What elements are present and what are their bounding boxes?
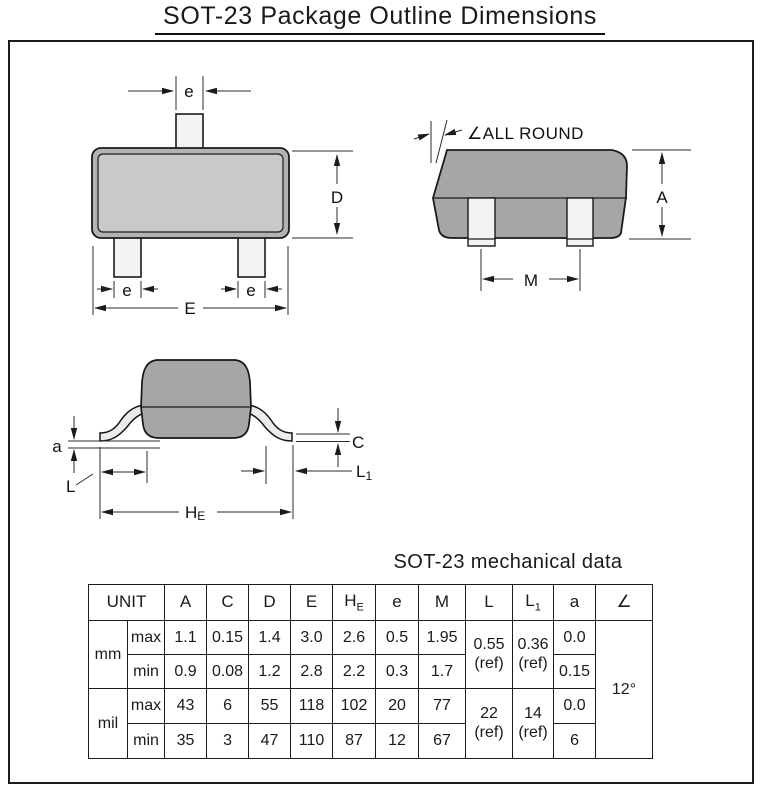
cell-mm-min-C: 0.08	[207, 655, 249, 689]
cell-mm-L1: 0.36 (ref)	[513, 621, 554, 689]
cell-mm-max-E: 3.0	[291, 621, 333, 655]
col-header-C: C	[207, 585, 249, 621]
cell-mm-min-D: 1.2	[249, 655, 291, 689]
row-mil-min	[89, 724, 653, 759]
dim-label-e-top: e	[184, 82, 194, 101]
unit-mm: mm	[89, 621, 128, 689]
dim-label-M: M	[523, 271, 539, 290]
col-header-L: L	[466, 585, 513, 621]
cell-mm-min-e: 0.3	[376, 655, 419, 689]
perspective-view	[433, 150, 627, 246]
cell-mil-max-C: 6	[207, 689, 249, 724]
section-body	[141, 360, 251, 438]
mm-min-label: min	[128, 655, 165, 689]
cell-mil-min-a: 6	[554, 724, 596, 759]
row-mm-min	[89, 655, 653, 689]
col-header-E: E	[291, 585, 333, 621]
mechanical-data-table	[88, 584, 653, 759]
dim-label-e-right: e	[246, 281, 256, 300]
cell-mil-min-C: 3	[207, 724, 249, 759]
mm-max-label: max	[128, 621, 165, 655]
cell-mil-min-D: 47	[249, 724, 291, 759]
dim-label-A: A	[656, 188, 668, 207]
dim-label-E: E	[184, 299, 196, 318]
header-row	[89, 585, 653, 621]
page-title-text: SOT-23 Package Outline Dimensions	[155, 2, 605, 35]
row-mm-max	[89, 621, 653, 655]
dim-label-L: L	[66, 477, 76, 496]
cell-mil-max-M: 77	[419, 689, 466, 724]
front-body-inner	[98, 154, 283, 232]
col-header-M: M	[419, 585, 466, 621]
cell-mm-min-E: 2.8	[291, 655, 333, 689]
cell-mil-min-A: 35	[165, 724, 207, 759]
cell-mm-max-A: 1.1	[165, 621, 207, 655]
cell-mil-min-M: 67	[419, 724, 466, 759]
front-view	[92, 114, 289, 277]
cell-mm-min-M: 1.7	[419, 655, 466, 689]
cell-mil-min-E: 110	[291, 724, 333, 759]
dim-label-e-left: e	[122, 281, 132, 300]
cell-mil-max-a: 0.0	[554, 689, 596, 724]
cell-mm-min-a: 0.15	[554, 655, 596, 689]
dim-label-C: C	[352, 433, 365, 452]
mil-max-label: max	[128, 689, 165, 724]
cell-mil-max-D: 55	[249, 689, 291, 724]
cell-mil-max-E: 118	[291, 689, 333, 724]
col-header-e: e	[376, 585, 419, 621]
col-header-D: D	[249, 585, 291, 621]
cell-mm-max-e: 0.5	[376, 621, 419, 655]
cell-angle: 12°	[596, 621, 653, 759]
col-header-unit: UNIT	[89, 585, 165, 621]
cell-mm-L: 0.55 (ref)	[466, 621, 513, 689]
cell-mm-min-A: 0.9	[165, 655, 207, 689]
col-header-angle: ∠	[596, 585, 653, 621]
section-view	[100, 360, 292, 441]
cell-mm-max-M: 1.95	[419, 621, 466, 655]
cell-mil-L1: 14 (ref)	[513, 689, 554, 759]
perspective-body	[433, 150, 627, 238]
cell-mm-max-HE: 2.6	[333, 621, 376, 655]
cell-mil-L: 22 (ref)	[466, 689, 513, 759]
cell-mil-min-e: 12	[376, 724, 419, 759]
mil-min-label: min	[128, 724, 165, 759]
row-mil-max	[89, 689, 653, 724]
col-header-A: A	[165, 585, 207, 621]
cell-mm-min-HE: 2.2	[333, 655, 376, 689]
cell-mm-max-D: 1.4	[249, 621, 291, 655]
unit-mil: mil	[89, 689, 128, 759]
dim-label-a: a	[52, 437, 62, 456]
dim-label-HE: HE	[185, 503, 206, 523]
dim-label-L1: L1	[356, 462, 373, 483]
cell-mil-max-A: 43	[165, 689, 207, 724]
cell-mil-max-e: 20	[376, 689, 419, 724]
col-header-L1: $L_1$	[513, 585, 554, 621]
table-title: SOT-23 mechanical data	[393, 551, 623, 573]
cell-mm-max-a: 0.0	[554, 621, 596, 655]
col-header-HE: $H_E$	[333, 585, 376, 621]
note-all-round: ∠ALL ROUND	[467, 124, 584, 143]
dim-label-D: D	[330, 188, 344, 207]
cell-mil-max-HE: 102	[333, 689, 376, 724]
cell-mm-max-C: 0.15	[207, 621, 249, 655]
cell-mil-min-HE: 87	[333, 724, 376, 759]
col-header-a: a	[554, 585, 596, 621]
